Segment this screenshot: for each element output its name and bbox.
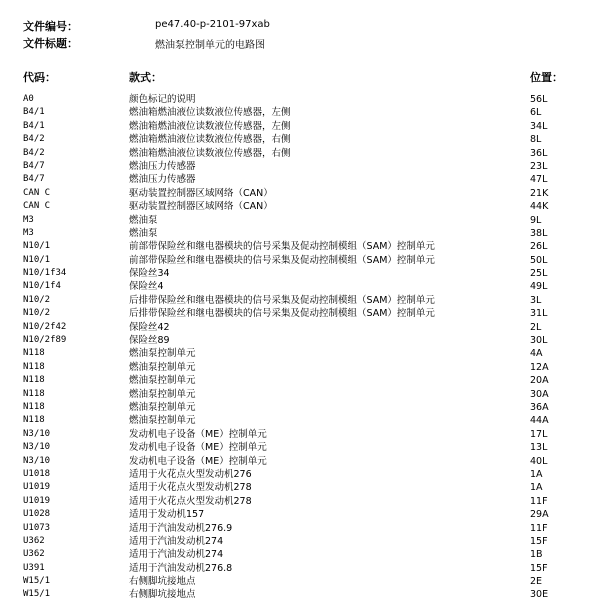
row-description: 燃油泵 (129, 214, 158, 226)
row-code: U1073 (23, 522, 51, 533)
row-code: CAN C (23, 187, 51, 198)
row-description: 右侧脚坑接地点 (129, 589, 196, 601)
row-code: W15/1 (23, 576, 51, 587)
row-position: 11F (530, 522, 548, 534)
row-position: 26L (530, 241, 548, 253)
row-code: N3/10 (23, 428, 51, 439)
header-code: 代码： (23, 71, 56, 84)
row-description: 后排带保险丝和继电器模块的信号采集及促动控制模组（SAM）控制单元 (129, 294, 435, 306)
row-position: 20A (530, 375, 549, 387)
row-description: 燃油压力传感器 (129, 160, 196, 172)
row-position: 1A (530, 468, 543, 480)
list-item (0, 401, 600, 414)
row-code: CAN C (23, 201, 51, 212)
list-item (0, 562, 600, 575)
list-item (0, 428, 600, 441)
list-item (0, 575, 600, 588)
row-code: N3/10 (23, 442, 51, 453)
row-description: 燃油箱燃油液位读数液位传感器，右侧 (129, 134, 291, 146)
row-code: N10/2f89 (23, 335, 67, 346)
row-code: B4/1 (23, 120, 45, 131)
doc-title-label: 文件标题： (23, 37, 78, 50)
row-description: 后排带保险丝和继电器模块的信号采集及促动控制模组（SAM）控制单元 (129, 308, 435, 320)
row-description: 发动机电子设备（ME）控制单元 (129, 455, 267, 467)
list-item (0, 147, 600, 160)
row-description: 燃油泵控制单元 (129, 361, 196, 373)
list-item (0, 361, 600, 374)
row-code: N118 (23, 375, 45, 386)
row-description: 保险丝4 (129, 281, 164, 293)
doc-title-value: 燃油泵控制单元的电路图 (155, 40, 265, 51)
row-position: 50L (530, 254, 548, 266)
list-item (0, 227, 600, 240)
list-item (0, 200, 600, 213)
list-item (0, 588, 600, 601)
list-item (0, 321, 600, 334)
row-code: U1019 (23, 495, 51, 506)
component-list (0, 93, 600, 602)
row-description: 燃油泵控制单元 (129, 388, 196, 400)
list-item (0, 441, 600, 454)
list-item (0, 187, 600, 200)
row-code: B4/2 (23, 134, 45, 145)
row-description: 发动机电子设备（ME）控制单元 (129, 428, 267, 440)
row-position: 29A (530, 509, 549, 521)
row-code: N10/2f42 (23, 321, 67, 332)
row-description: 适用于发动机157 (129, 509, 205, 521)
row-code: N10/1f34 (23, 268, 67, 279)
row-position: 11F (530, 495, 548, 507)
row-position: 31L (530, 308, 548, 320)
list-item (0, 93, 600, 106)
row-description: 保险丝42 (129, 321, 170, 333)
row-position: 44K (530, 201, 549, 213)
row-position: 17L (530, 428, 548, 440)
list-item (0, 280, 600, 293)
row-code: B4/7 (23, 174, 45, 185)
row-code: B4/7 (23, 160, 45, 171)
row-code: M3 (23, 227, 34, 238)
row-description: 保险丝89 (129, 335, 170, 347)
row-position: 13L (530, 442, 548, 454)
row-code: N118 (23, 348, 45, 359)
row-description: 驱动装置控制器区域网络（CAN） (129, 201, 273, 213)
row-position: 8L (530, 134, 542, 146)
row-position: 25L (530, 268, 548, 280)
row-position: 1B (530, 549, 543, 561)
row-position: 30L (530, 335, 548, 347)
list-item (0, 414, 600, 427)
row-description: 前部带保险丝和继电器模块的信号采集及促动控制模组（SAM）控制单元 (129, 254, 435, 266)
list-item (0, 468, 600, 481)
list-item (0, 548, 600, 561)
row-description: 颜色标记的说明 (129, 94, 196, 105)
row-description: 燃油泵控制单元 (129, 348, 196, 360)
row-position: 40L (530, 455, 548, 467)
row-code: N118 (23, 415, 45, 426)
row-code: W15/1 (23, 589, 51, 600)
list-item (0, 495, 600, 508)
list-item (0, 173, 600, 186)
list-item (0, 508, 600, 521)
list-item (0, 294, 600, 307)
row-description: 燃油泵控制单元 (129, 415, 196, 427)
row-code: N10/1 (23, 241, 51, 252)
row-position: 38L (530, 227, 548, 239)
row-code: N118 (23, 388, 45, 399)
list-item (0, 334, 600, 347)
row-code: N3/10 (23, 455, 51, 466)
list-item (0, 522, 600, 535)
doc-number-value: pe47.40-p-2101-97xab (155, 19, 270, 30)
row-position: 2L (530, 321, 542, 333)
list-item (0, 240, 600, 253)
row-code: M3 (23, 214, 34, 225)
row-description: 燃油箱燃油液位读数液位传感器，左侧 (129, 120, 291, 132)
list-item (0, 106, 600, 119)
row-position: 6L (530, 107, 542, 119)
row-position: 15F (530, 535, 548, 547)
list-item (0, 267, 600, 280)
list-item (0, 374, 600, 387)
row-code: U1019 (23, 482, 51, 493)
row-code: U362 (23, 535, 45, 546)
header-pos: 位置： (530, 71, 563, 84)
row-position: 3L (530, 294, 542, 306)
row-position: 9L (530, 214, 542, 226)
row-description: 发动机电子设备（ME）控制单元 (129, 442, 267, 454)
row-code: N10/2 (23, 308, 51, 319)
row-position: 30E (530, 589, 549, 601)
list-item (0, 347, 600, 360)
row-position: 36A (530, 401, 549, 413)
row-position: 4A (530, 348, 543, 360)
list-item (0, 388, 600, 401)
row-position: 23L (530, 160, 548, 172)
row-code: U362 (23, 549, 45, 560)
row-position: 15F (530, 562, 548, 574)
row-code: N10/1f4 (23, 281, 61, 292)
row-code: N118 (23, 361, 45, 372)
row-description: 前部带保险丝和继电器模块的信号采集及促动控制模组（SAM）控制单元 (129, 241, 435, 253)
row-description: 适用于汽油发动机276.9 (129, 522, 233, 534)
row-position: 56L (530, 94, 548, 105)
row-description: 适用于汽油发动机274 (129, 535, 224, 547)
row-description: 适用于火花点火型发动机276 (129, 468, 252, 480)
row-position: 34L (530, 120, 548, 132)
row-description: 燃油箱燃油液位读数液位传感器，左侧 (129, 107, 291, 119)
list-item (0, 133, 600, 146)
row-code: B4/2 (23, 147, 45, 158)
row-description: 右侧脚坑接地点 (129, 576, 196, 588)
row-position: 36L (530, 147, 548, 159)
row-description: 燃油泵 (129, 227, 158, 239)
list-item (0, 455, 600, 468)
row-position: 2E (530, 576, 543, 588)
row-description: 适用于汽油发动机274 (129, 549, 224, 561)
row-position: 30A (530, 388, 549, 400)
list-item (0, 160, 600, 173)
row-position: 47L (530, 174, 548, 186)
list-item (0, 535, 600, 548)
row-description: 燃油箱燃油液位读数液位传感器，右侧 (129, 147, 291, 159)
row-code: U1018 (23, 468, 51, 479)
list-item (0, 481, 600, 494)
row-position: 12A (530, 361, 549, 373)
row-description: 保险丝34 (129, 268, 170, 280)
row-description: 适用于汽油发动机276.8 (129, 562, 233, 574)
list-item (0, 307, 600, 320)
list-item (0, 214, 600, 227)
row-code: N10/2 (23, 294, 51, 305)
row-position: 1A (530, 482, 543, 494)
row-description: 适用于火花点火型发动机278 (129, 482, 252, 494)
row-position: 44A (530, 415, 549, 427)
row-code: N118 (23, 401, 45, 412)
row-code: A0 (23, 94, 34, 104)
list-item (0, 254, 600, 267)
row-description: 驱动装置控制器区域网络（CAN） (129, 187, 273, 199)
header-desc: 款式： (129, 71, 162, 84)
row-description: 适用于火花点火型发动机278 (129, 495, 252, 507)
doc-number-label: 文件编号： (23, 20, 78, 33)
row-position: 49L (530, 281, 548, 293)
row-code: B4/1 (23, 107, 45, 118)
row-code: N10/1 (23, 254, 51, 265)
list-item (0, 120, 600, 133)
row-description: 燃油压力传感器 (129, 174, 196, 186)
row-code: U391 (23, 562, 45, 573)
row-code: U1028 (23, 509, 51, 520)
row-description: 燃油泵控制单元 (129, 401, 196, 413)
row-position: 21K (530, 187, 549, 199)
row-description: 燃油泵控制单元 (129, 375, 196, 387)
